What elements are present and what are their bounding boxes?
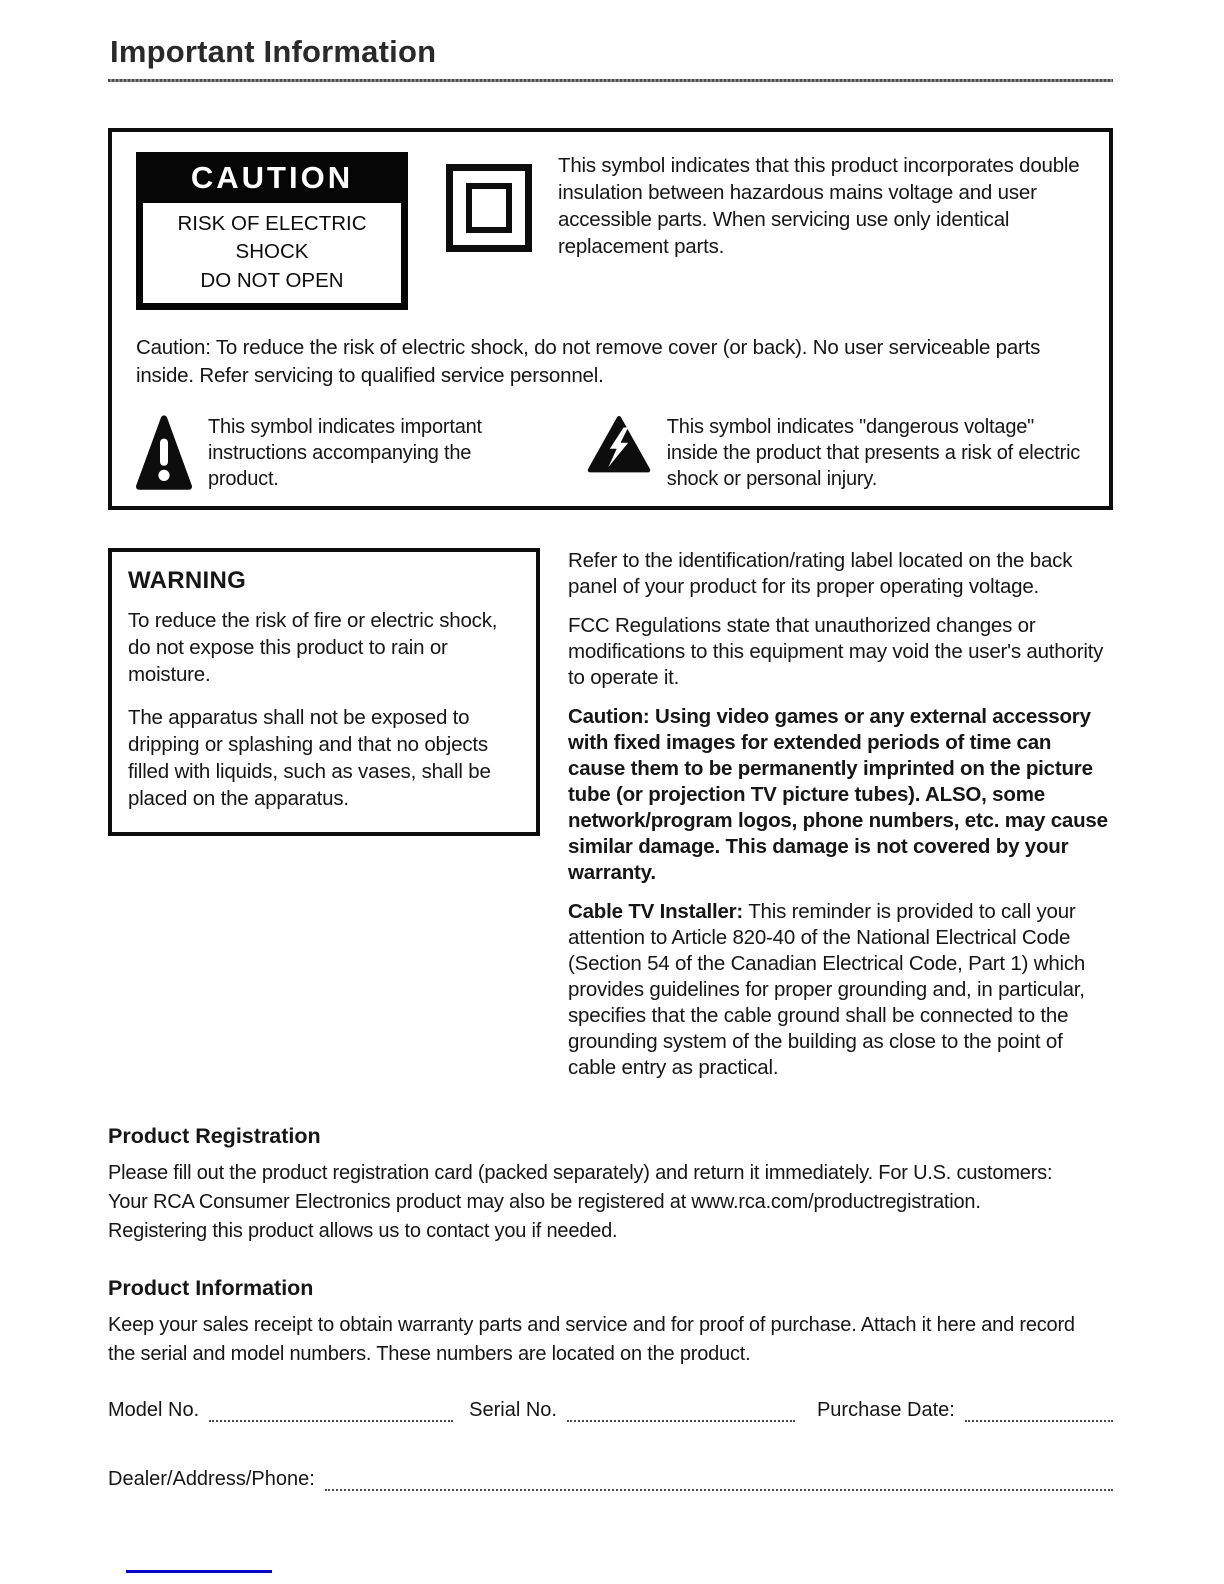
voltage-symbol-text: This symbol indicates "dangerous voltage" inside the product that presents a risk of electric shock or personal injury. (666, 415, 1081, 490)
warning-paragraph-2: The apparatus shall not be exposed to dripping or splashing and that no objects filled with liquids, such as vases, shall be placed on the apparatus. (128, 705, 491, 810)
middle-columns (108, 548, 1113, 1094)
purchase-date-blank (965, 1399, 1113, 1422)
serial-no-label: Serial No. (469, 1398, 557, 1421)
product-information-section (108, 1276, 1113, 1369)
rating-label-note: Refer to the identification/rating label located on the back panel of your product for its proper operating voltage. (568, 548, 1073, 598)
purchase-date-label: Purchase Date: (816, 1398, 955, 1421)
dealer-label: Dealer/Address/Phone: (108, 1467, 315, 1490)
page-title: Important Information (110, 34, 437, 69)
model-no-label: Model No. (108, 1398, 200, 1421)
caution-label (136, 152, 408, 310)
caution-label-line2: DO NOT OPEN (200, 268, 344, 292)
caution-label-line1: RISK OF ELECTRIC SHOCK (177, 212, 367, 264)
caution-label-title: CAUTION (190, 160, 354, 195)
serial-no-blank (567, 1399, 795, 1422)
product-registration-section (108, 1124, 1113, 1246)
caution-panel (108, 128, 1113, 510)
caution-panel-row-symbols (136, 414, 1085, 492)
double-insulation-icon (446, 164, 532, 252)
model-no-blank (209, 1399, 453, 1422)
record-numbers-row (108, 1399, 1113, 1422)
voltage-symbol-block (587, 414, 1085, 492)
warning-paragraph-1: To reduce the risk of fire or electric shock, do not expose this product to rain or moisture. (128, 608, 498, 686)
product-registration-heading: Product Registration (108, 1123, 321, 1148)
title-rule (108, 79, 1113, 82)
dealer-row (108, 1468, 1113, 1491)
voltage-triangle-icon (587, 414, 651, 476)
product-registration-body: Please fill out the product registration card (packed separately) and return it immediately. For U.S. customers: Your RCA Consumer Electronics product may also be registered at www.rca.com/productregistration. Registering this product allows us to contact you if needed. (108, 1161, 1053, 1242)
burn-in-caution-note: Caution: Using video games or any external accessory with fixed images for extended periods of time can cause them to be permanently imprinted on the picture tube (or projection TV picture tubes). ALSO, some network/program logos, phone numbers, etc. may cause similar damage. This damage is not covered by your warranty. (568, 704, 1108, 884)
warning-box (108, 548, 540, 836)
caution-label-text (143, 203, 401, 303)
double-insulation-note: This symbol indicates that this product incorporates double insulation between hazardous mains voltage and user accessible parts. When servicing use only identical replacement parts. (558, 154, 1080, 258)
caution-paragraph: Caution: To reduce the risk of electric shock, do not remove cover (or back). No user serviceable parts inside. Refer servicing to qualified service personnel. (136, 335, 1041, 387)
cable-installer-lead: Cable TV Installer: (568, 899, 744, 923)
manual-page (108, 34, 1113, 1491)
footer-accent-line (126, 1570, 272, 1573)
caution-panel-row-top (136, 152, 1085, 310)
fcc-note: FCC Regulations state that unauthorized changes or modifications to this equipment may void the user's authority to operate it. (568, 613, 1104, 689)
product-information-heading: Product Information (108, 1275, 314, 1300)
warning-title: WARNING (128, 566, 247, 594)
alert-symbol-block (136, 414, 587, 492)
alert-triangle-icon (136, 414, 192, 492)
regulatory-notices-column (568, 548, 1113, 1094)
alert-symbol-text: This symbol indicates important instructions accompanying the product. (208, 415, 482, 490)
cable-installer-note (568, 899, 1113, 1081)
product-information-body: Keep your sales receipt to obtain warranty parts and service and for proof of purchase. Attach it here and record the serial and model numbers. These numbers are located on the product. (108, 1313, 1075, 1365)
dealer-blank (325, 1468, 1113, 1491)
cable-installer-body: This reminder is provided to call your attention to Article 820-40 of the National Electrical Code (Section 54 of the Canadian Electrical Code, Part 1) which provides guidelines for proper grounding and, in particular, specifies that the cable ground shall be connected to the grounding system of the building as close to the point of cable entry as practical. (568, 899, 1086, 1079)
